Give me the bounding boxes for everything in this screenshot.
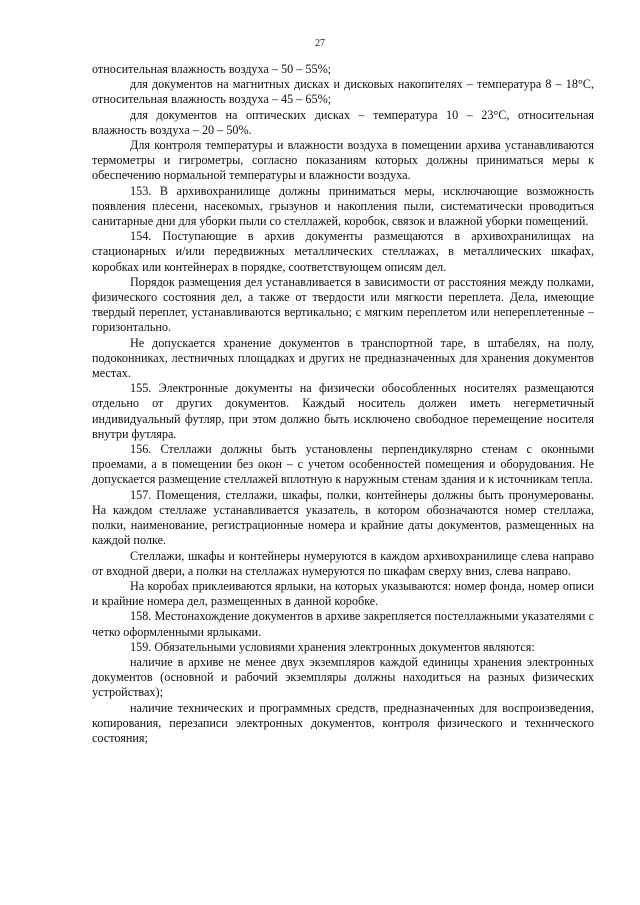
paragraph-159: 159. Обязательными условиями хранения электронных документов являются: (130, 639, 535, 654)
paragraph-158: 158. Местонахождение документов в архиве закрепляется постеллажными указателями с четко оформленными ярлыками. (92, 609, 594, 639)
paragraph: наличие технических и программных средств, предназначенных для воспроизведения, копирования, перезаписи электронных документов, контроля физического и технического состояния; (92, 700, 594, 745)
page-number: 27 (315, 38, 325, 49)
paragraph: Порядок размещения дел устанавливается в зависимости от расстояния между полками, физического состояния дел, а также от твердости или мягкости переплета. Дела, имеющие твердый переплет, устанавливаются вертикально; с мягким переплетом или непереплетенные – горизонтально. (92, 274, 594, 335)
paragraph: Не допускается хранение документов в транспортной таре, в штабелях, на полу, подоконниках, лестничных площадках и других не предназначенных для хранения документов местах. (92, 335, 594, 381)
paragraph-153: 153. В архивохранилище должны приниматься меры, исключающие возможность появления плесени, насекомых, грызунов и накопления пыли, систематически проводиться санитарные дни для уборки пыли со стеллажей, коробок, связок и влажной уборки помещений. (92, 183, 594, 229)
paragraph: наличие в архиве не менее двух экземпляров каждой единицы хранения электронных документов (основной и рабочий экземпляры должны находиться на разных физических устройствах); (92, 654, 594, 700)
paragraph-157: 157. Помещения, стеллажи, шкафы, полки, контейнеры должны быть пронумерованы. На каждом стеллаже устанавливается указатель, в котором обозначаются номер стеллажа, полки, наименование, регистрационные номера и крайние даты документов, размещенных на каждой полке. (92, 487, 594, 548)
paragraph: На коробах приклеиваются ярлыки, на которых указываются: номер фонда, номер описи и крайние номера дел, размещенных в данной коробке. (92, 578, 594, 609)
paragraph-155: 155. Электронные документы на физически обособленных носителях размещаются отдельно от других документов. Каждый носитель должен иметь негерметичный индивидуальный футляр, при этом должно быть исключено свободное перемещение носителя внутри футляра. (92, 381, 594, 441)
paragraph: для документов на оптических дисках – температура 10 – 23°С, относительная влажность воздуха – 20 – 50%. (92, 107, 594, 137)
paragraph-154: 154. Поступающие в архив документы размещаются в архивохранилищах на стационарных и/или передвижных металлических стеллажах, в металлических шкафах, коробках или контейнерах в порядке, соответствующем описям дел. (92, 229, 594, 274)
paragraph: Для контроля температуры и влажности воздуха в помещении архива устанавливаются термометры и гигрометры, согласно показаниям которых должны приниматься меры к обеспечению нормальной температуры и влажности воздуха. (92, 138, 594, 183)
document-body (92, 62, 594, 746)
paragraph-156: 156. Стеллажи должны быть установлены перпендикулярно стенам с оконными проемами, а в помещении без окон – с учетом особенностей помещения и оборудования. Не допускается размещение стеллажей вплотную к наружным стенам здания и к источникам тепла. (92, 442, 594, 487)
paragraph: для документов на магнитных дисках и дисковых накопителях – температура 8 – 18°С, относительная влажность воздуха – 45 – 65%; (92, 77, 594, 107)
paragraph-continuation: относительная влажность воздуха – 50 – 55%; (92, 62, 332, 76)
paragraph: Стеллажи, шкафы и контейнеры нумеруются в каждом архивохранилище слева направо от входной двери, а полки на стеллажах нумеруются по шкафам сверху вниз, слева направо. (92, 548, 594, 578)
